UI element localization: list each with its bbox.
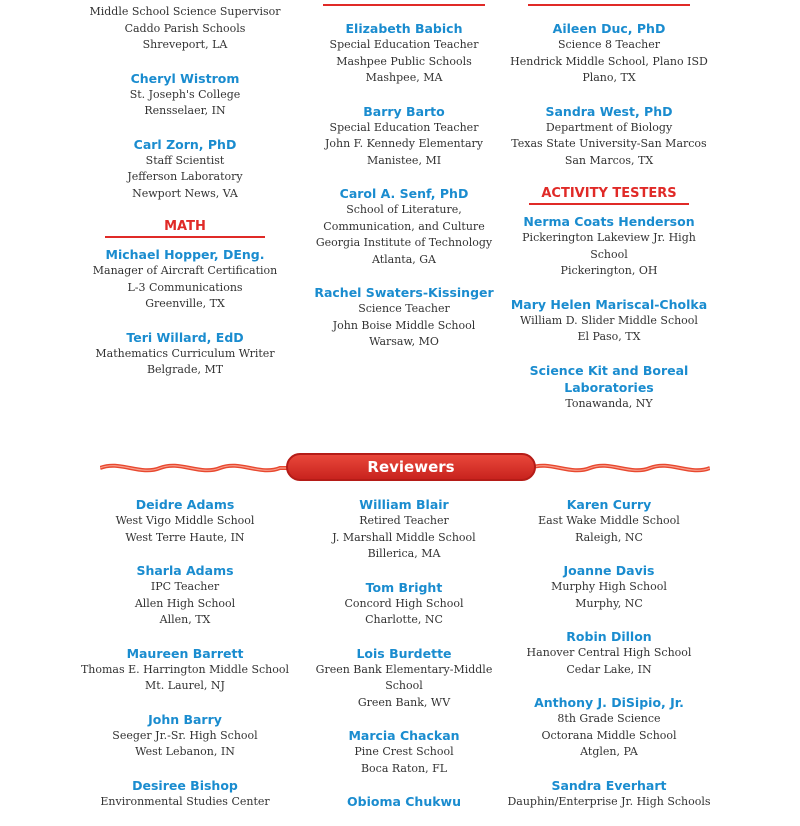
person-name: Lois Burdette [356, 645, 452, 661]
list-item [499, 562, 719, 612]
affiliation-line: Allen High School [134, 596, 236, 610]
affiliation-line: Retired Teacher [359, 514, 449, 527]
affiliation-line: Jefferson Laboratory [127, 170, 243, 183]
affiliation-line: West Vigo Middle School [115, 514, 255, 527]
list-item [499, 694, 719, 761]
affiliation-line: Warsaw, MO [369, 335, 439, 348]
section-rule-safety [528, 4, 690, 6]
affiliation-line: Murphy High School [551, 580, 667, 593]
affiliation-line: West Terre Haute, IN [125, 530, 245, 544]
affiliation-line: Green Bank Elementary-Middle [315, 662, 493, 676]
list-item [294, 579, 514, 629]
affiliation-line: School of Literature, [346, 203, 462, 216]
affiliation-line: Manistee, MI [366, 153, 442, 167]
affiliation-line: El Paso, TX [577, 330, 641, 343]
affiliation-line: Atlanta, GA [371, 252, 437, 266]
list-item [499, 777, 719, 811]
reviewers-right-column [499, 496, 719, 826]
person-name: Aileen Duc, PhD [552, 21, 666, 36]
list-item [75, 136, 295, 203]
list-item [75, 562, 295, 629]
affiliation-line: Communication, and Culture [323, 219, 485, 233]
section-heading-math: MATH [75, 218, 295, 238]
list-item [499, 103, 719, 170]
affiliation-line: Special Education Teacher [329, 120, 479, 134]
affiliation-line: Allen, TX [159, 613, 211, 626]
list-item [294, 645, 514, 712]
affiliation-line: Pickerington Lakeview Jr. High [522, 231, 696, 244]
affiliation-line: Georgia Institute of Technology [315, 236, 493, 249]
affiliation-line: Mt. Laurel, NJ [145, 679, 225, 692]
affiliation-line: IPC Teacher [150, 580, 220, 593]
list-item [294, 20, 514, 87]
person-name: Karen Curry [566, 497, 652, 512]
affiliation-line: Thomas E. Harrington Middle School [80, 662, 290, 676]
affiliation-line: Hendrick Middle School, Plano ISD [510, 54, 708, 68]
person-name: Joanne Davis [563, 563, 655, 578]
affiliation-line: Tonawanda, NY [565, 396, 653, 410]
affiliation-line: Seeger Jr.-Sr. High School [112, 728, 258, 742]
section-heading-activity-testers: ACTIVITY TESTERS [499, 185, 719, 205]
affiliation-line: Raleigh, NC [575, 530, 643, 544]
affiliation-line: 8th Grade Science [557, 712, 661, 725]
top-right-column [499, 20, 719, 428]
reviewers-heading: Reviewers [286, 453, 536, 481]
person-name: Maureen Barrett [126, 645, 244, 661]
affiliation-line: Pine Crest School [354, 745, 454, 758]
affiliation-line: Manager of Aircraft Certification [92, 264, 278, 277]
affiliation-line: Green Bank, WV [357, 695, 451, 709]
list-item [499, 20, 719, 87]
section-rule-reading [323, 4, 485, 6]
affiliation-line: Newport News, VA [132, 186, 238, 200]
affiliation-line: Dauphin/Enterprise Jr. High Schools [507, 794, 711, 808]
person-name: Sandra West, PhD [545, 103, 673, 119]
affiliation-line: Murphy, NC [575, 596, 643, 610]
reviewers-left-column [75, 496, 295, 826]
affiliation-line: Mashpee, MA [365, 71, 443, 84]
math-entries [75, 246, 295, 379]
person-name: Desiree Bishop [132, 777, 238, 793]
person-name: Michael Hopper, DEng. [105, 247, 265, 262]
affiliation-line: Belgrade, MT [146, 363, 224, 376]
affiliation-line: West Lebanon, IN [135, 745, 235, 758]
person-name: Nerma Coats Henderson [523, 214, 695, 229]
person-name: Carol A. Senf, PhD [339, 186, 469, 201]
reviewers-banner [100, 448, 710, 488]
affiliation-line: J. Marshall Middle School [332, 530, 476, 544]
person-name: Marcia Chackan [348, 728, 460, 743]
affiliation-line: John Boise Middle School [332, 318, 476, 332]
section-rule [105, 236, 265, 238]
person-name: Barry Barto [363, 103, 445, 119]
affiliation-line: Department of Biology [545, 120, 673, 134]
list-item [294, 284, 514, 351]
affiliation-line: Science 8 Teacher [557, 38, 661, 51]
affiliation-line: Charlotte, NC [365, 613, 443, 626]
person-name: William Blair [359, 497, 449, 512]
affiliation-line: Pickerington, OH [560, 264, 658, 277]
reviewers-middle-entries [294, 496, 514, 810]
person-name: Obioma Chukwu [347, 794, 461, 809]
affiliation-line: School [590, 247, 628, 261]
list-item [499, 213, 719, 280]
reviewers-right-entries [499, 496, 719, 810]
list-item [75, 711, 295, 761]
affiliation-line: Texas State University-San Marcos [511, 137, 707, 150]
affiliation-line: St. Joseph's College [129, 87, 241, 101]
list-item [294, 793, 514, 810]
person-name: Rachel Swaters-Kissinger [314, 285, 494, 300]
list-item [75, 329, 295, 379]
list-item [499, 362, 719, 413]
person-name: John Barry [148, 711, 222, 727]
affiliation-line: Boca Raton, FL [360, 761, 448, 775]
list-item [75, 246, 295, 313]
affiliation-line: Atglen, PA [580, 745, 638, 758]
affiliation-line: San Marcos, TX [564, 153, 654, 167]
activity-tester-entries [499, 213, 719, 412]
person-name: Deidre Adams [135, 497, 235, 512]
top-left-column [75, 4, 295, 395]
person-name: Science Kit and Boreal Laboratories [529, 362, 689, 395]
list-item [499, 296, 719, 346]
affiliation-line: Cedar Lake, IN [566, 662, 652, 676]
affiliation-line: Science Teacher [358, 302, 450, 315]
list-item [75, 645, 295, 695]
list-item [75, 777, 295, 811]
person-name: Elizabeth Babich [345, 21, 463, 36]
affiliation-line: Caddo Parish Schools [124, 21, 246, 35]
person-name: Teri Willard, EdD [126, 329, 244, 345]
list-item [294, 496, 514, 563]
affiliation-line: East Wake Middle School [538, 514, 680, 527]
affiliation-line: Middle School Science Supervisor [89, 5, 281, 18]
affiliation-line: School [385, 679, 423, 692]
list-item [294, 185, 514, 268]
affiliation-line: Billerica, MA [367, 547, 441, 560]
affiliation-line: Environmental Studies Center [100, 794, 270, 808]
affiliation-line: Rensselaer, IN [144, 104, 226, 117]
reviewers-middle-column [294, 496, 514, 826]
list-item [75, 496, 295, 546]
person-name: Anthony J. DiSipio, Jr. [534, 695, 684, 710]
affiliation-line: William D. Slider Middle School [520, 313, 698, 327]
affiliation-line: Hanover Central High School [526, 646, 692, 659]
reviewers-left-entries [75, 496, 295, 810]
affiliation-line: L-3 Communications [127, 280, 243, 294]
person-name: Tom Bright [365, 579, 443, 595]
list-item [294, 727, 514, 777]
person-name: Cheryl Wistrom [130, 70, 240, 86]
person-name: Mary Helen Mariscal-Cholka [510, 296, 708, 312]
section-rule [529, 203, 689, 205]
affiliation-line: Plano, TX [582, 71, 636, 84]
top-left-entries [75, 4, 295, 202]
affiliation-line: Greenville, TX [145, 297, 225, 310]
affiliation-line: Special Education Teacher [329, 38, 479, 51]
list-item [499, 628, 719, 678]
person-name: Robin Dillon [566, 629, 652, 644]
person-name: Sandra Everhart [551, 777, 667, 793]
person-name: Carl Zorn, PhD [133, 136, 237, 152]
top-right-entries [499, 20, 719, 169]
top-middle-entries [294, 20, 514, 351]
affiliation-line: Shreveport, LA [142, 38, 228, 51]
person-name: Sharla Adams [136, 563, 234, 578]
list-item [75, 70, 295, 120]
list-item [294, 103, 514, 170]
list-item [75, 4, 295, 54]
affiliation-line: Mathematics Curriculum Writer [95, 346, 275, 360]
affiliation-line: Concord High School [344, 596, 464, 610]
top-middle-column [294, 20, 514, 367]
affiliation-line: Staff Scientist [145, 153, 225, 167]
affiliation-line: John F. Kennedy Elementary [324, 137, 483, 150]
affiliation-line: Mashpee Public Schools [336, 54, 472, 68]
affiliation-line: Octorana Middle School [541, 728, 677, 742]
list-item [499, 496, 719, 546]
